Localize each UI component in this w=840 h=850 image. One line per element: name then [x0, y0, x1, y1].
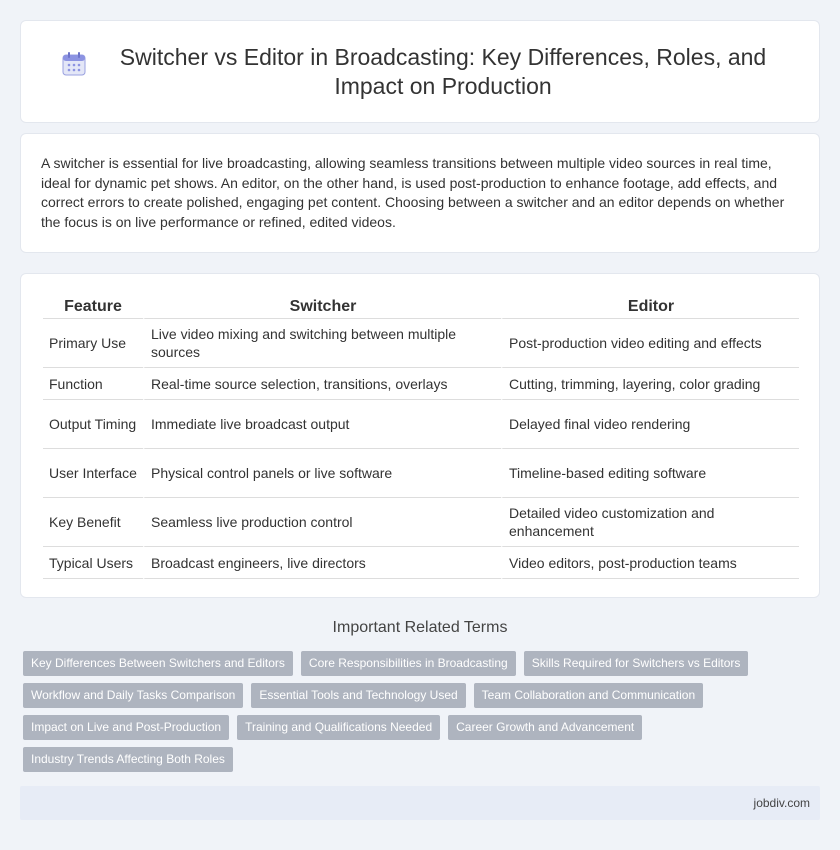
related-term-tag[interactable]: Team Collaboration and Communication — [474, 683, 703, 708]
table-cell-editor: Detailed video customization and enhancement — [501, 498, 799, 547]
table-cell-feature: Typical Users — [43, 547, 143, 579]
table-row — [43, 368, 799, 400]
table-cell-editor: Delayed final video rendering — [501, 400, 799, 449]
table-cell-editor: Video editors, post-production teams — [501, 547, 799, 579]
table-cell-switcher: Immediate live broadcast output — [143, 400, 501, 449]
related-term-tag[interactable]: Key Differences Between Switchers and Editors — [23, 651, 293, 676]
table-cell-feature: User Interface — [43, 449, 143, 498]
calendar-icon — [61, 51, 87, 77]
related-term-tag[interactable]: Training and Qualifications Needed — [237, 715, 440, 740]
table-cell-feature: Function — [43, 368, 143, 400]
table-cell-switcher: Live video mixing and switching between multiple sources — [143, 319, 501, 368]
header-switcher: Switcher — [143, 294, 501, 319]
table-row — [43, 449, 799, 498]
table-cell-feature: Primary Use — [43, 319, 143, 368]
table-row — [43, 498, 799, 547]
intro-card — [20, 133, 820, 253]
related-term-tag[interactable]: Impact on Live and Post-Production — [23, 715, 229, 740]
intro-paragraph: A switcher is essential for live broadcasting, allowing seamless transitions between multiple video sources in real time, ideal for dynamic pet shows. An editor, on the other hand, is used post-production to enhance footage, add effects, and correct errors to create polished, engaging pet content. Choosing between a switcher and an editor depends on whether the focus is on live performance or refined, edited videos. — [41, 155, 785, 230]
page-title: Switcher vs Editor in Broadcasting: Key Differences, Roles, and Impact on Production — [119, 43, 767, 99]
related-term-tag[interactable]: Career Growth and Advancement — [448, 715, 642, 740]
title-card — [20, 20, 820, 123]
table-row — [43, 400, 799, 449]
table-cell-switcher: Seamless live production control — [143, 498, 501, 547]
table-cell-editor: Timeline-based editing software — [501, 449, 799, 498]
header-editor: Editor — [501, 294, 799, 319]
related-term-tag[interactable]: Essential Tools and Technology Used — [251, 683, 465, 708]
comparison-table — [43, 294, 799, 579]
table-row — [43, 547, 799, 579]
title-wrap — [61, 43, 779, 101]
table-header-row — [43, 294, 799, 319]
footer — [20, 786, 820, 820]
table-cell-feature: Key Benefit — [43, 498, 143, 547]
footer-site-link[interactable]: jobdiv.com — [753, 796, 810, 810]
table-cell-switcher: Physical control panels or live software — [143, 449, 501, 498]
related-terms-list — [23, 651, 803, 779]
related-terms-title: Important Related Terms — [332, 619, 508, 636]
related-term-tag[interactable]: Skills Required for Switchers vs Editors — [524, 651, 749, 676]
related-term-tag[interactable]: Core Responsibilities in Broadcasting — [301, 651, 516, 676]
table-cell-editor: Cutting, trimming, layering, color grading — [501, 368, 799, 400]
related-term-tag[interactable]: Workflow and Daily Tasks Comparison — [23, 683, 243, 708]
comparison-card — [20, 273, 820, 598]
table-row — [43, 319, 799, 368]
table-cell-switcher: Broadcast engineers, live directors — [143, 547, 501, 579]
related-term-tag[interactable]: Industry Trends Affecting Both Roles — [23, 747, 233, 772]
table-cell-switcher: Real-time source selection, transitions, overlays — [143, 368, 501, 400]
table-cell-feature: Output Timing — [43, 400, 143, 449]
table-cell-editor: Post-production video editing and effects — [501, 319, 799, 368]
header-feature: Feature — [43, 294, 143, 319]
